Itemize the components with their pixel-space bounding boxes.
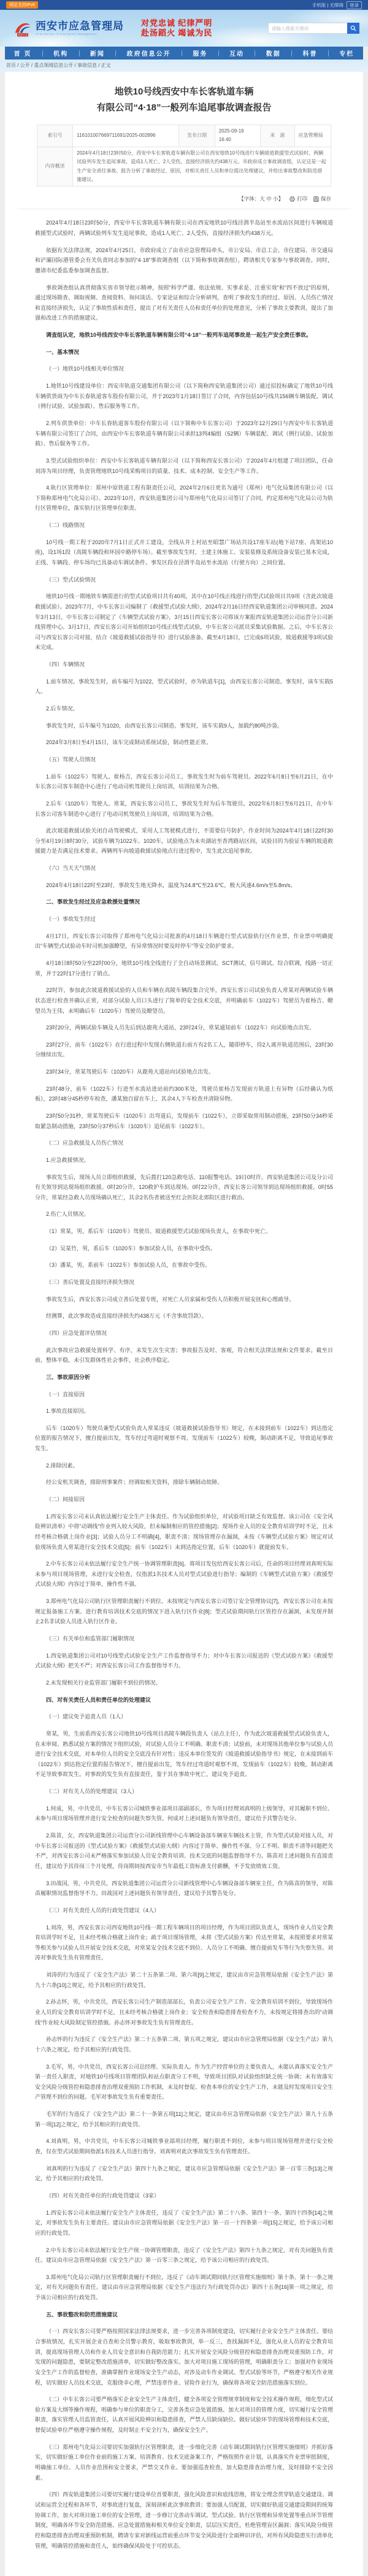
body-paragraph: （一）西安长客公司要严格按照国家法律法规要求，进一步完善各项制度建设，切实履行企业安全生产主体责任。要结合事故情况，扎实开展企业自查和全员警示教育，吸取事故教训，举一反三，查找漏洞不足，强化从业人员的安全教育培训，提高现场管理人员和作业人员安全意识和自我防范能力；扎实开展安全风险分级管控和隐患排查治理双重预防工作，对发现的问题隐患，要制定整改措施清单，切实做好整改落实。加大对项目施工现场的管理，明确职责分工；加强对作业现场安全生产工作的监督检查，准确掌握作业现场安全生产动态，对涉及动车作业调试、型式试验等环节，严格遵守相关作业规程，切实做好人员技术交底，克服侥幸心理，严禁违章作业、冒险作业行为，确保将各项安全防范措施落实到位。 <box>35 2328 334 2386</box>
body-paragraph: 常某，男，生前系西安长客公司地铁10号线项目高陵车辆段负责人（站点主任），作为此次坡道救援型式试验负责人，在未审阅、熟悉试验方案的情况下组织试验，对试验人员分工不明确、职责不清；试验前，未对现场其他单位参与试验人员进行安全技术交底，对本单位人员的安全交底没有针对性；违反本单位签发的《坡道救援试验指导书》规定，在未接到前车（1022车）到达指定位置的报告情况下，擅自提前出发，驾车经过弯道时观察不周，发现前车（1022车）较晚，制动距离不足导致事故发生。对事故的发生负有直接责任，鉴于其在事故中死亡，建议免予追责。 <box>35 1730 334 1778</box>
body-paragraph: 2.陈苗，女，西安轨道集团公司运营分公司新线管理中心车辆设备部车辆室车辆技术主管，作为型式试验对接人员，对中车长客公司报送的《型式试验方案》《救援型式试验大纲》内容过于简单、操作性不强、分工不明、职责不清等问题把关不严，对西安长客公司未严格落实参加试验人员安全教育培训、技术交底的问题监督指导不力。陈苗对上述问题负有直接责任，建议给予其待岗三个月处理，待岗期间按西安市当年最低工资标准支付薪酬，不予发放绩效工资。 <box>35 1832 334 1869</box>
meta-summary-value: 2024年4月18日23时50分，西安中车长客轨道车辆有限公司在西安地铁10号线进行车辆坡道救援型式试验时，两辆试验列车发生追尾事故，造成1人死亡、2人受伤，直接经济损失约438万元。市政府成立事故调查组，认定这是一起生产安全责任事故。报告分析了事故经过、原因，对相关责任人员和单位提出处理建议，并给出事故整改和防范措施建议。 <box>73 147 331 186</box>
body-paragraph: 1.前车（1022车）驾驶人。崔杨吉，西安长客公司员工，事故发生时为前车驾驶员。2022年6月8日至6月21日，在中车长客公司客车制造中心进行了电动司机驾驶员上岗培训，培训结果为合格。 <box>35 773 333 790</box>
body-paragraph: 3.郑州电气化局公司轨行区管理职责履行不到位，违反了《动车调试期间轨行区管理实施细则》第十条、第十一条之规定，对有关问题负有责任。建议由市应急管理局依据《安全生产违法行为行政处罚办法》第四十五条[16]第一项之规定，给予该公司相应的行政处罚。 <box>35 2274 333 2301</box>
body-paragraph: 1.何成，男，中共党员，中车长客公司城铁事业部项目部副部长，作为项目经理刘真明的上级领导，对其履职不到位、未参与项目现场管理并进行安全检查的问题失察失管。何成对上述问题负有领导责任，建议给予其警告处分。 <box>35 1805 333 1822</box>
body-paragraph: 4.轨行区管理单位：郑州中原铁道工程有限责任公司，2024年2月6日更名为通号（郑州）电气化局集团有限公司（以下简称郑州电气化局公司）。2023年10月，西安轨道集团公司与郑州电气化局公司签订了合同，约定郑州电气化局公司为轨行区管理单位，落实轨行区管理单位职责。 <box>35 485 333 512</box>
body-paragraph: 23时27分，前车（1022车）在行进过程中发现右侧轨道右前方有2名工人，随即停车，待2人离开轨道范围后，23时30分继续出发。 <box>35 1041 333 1058</box>
topbar-link[interactable]: 手机版 <box>312 2 326 8</box>
body-paragraph: 10号线一期工程于2020年7月1日正式开工建设，全线从井上村站至昭慧广场站共设17座车站(地下站7座、高架站10座)，设1场1段（高陵车辆段和环园中路停车场）。截至事故发生时，土建主体施工、安装装修及系统设备安装已基本完成，正线、车辆段、停车场均已具备动车调试条件。事发区段在泾渭半岛站至水流站（行驶方向）之间位置。 <box>35 539 333 566</box>
nav-item[interactable]: 机构 <box>53 51 69 58</box>
meta-date-label: 发布日期 <box>179 125 215 147</box>
body-paragraph: （2）吴某竹，男，系后车（1020车）参加试验人员，在事故中受伤。 <box>46 1245 217 1251</box>
meta-index-label: 索引号 <box>37 125 73 147</box>
body-paragraph: 调查组认定，地铁10号线西安中车长客轨道车辆有限公司“4·18”一般列车追尾事故是一起生产安全责任事故。 <box>46 332 312 339</box>
body-paragraph: 2.排除因素。 <box>46 1462 79 1469</box>
slogan-line-2: 赴汤蹈火 竭诚为民 <box>141 28 213 37</box>
body-paragraph: 2.后车（1020车）驾驶人。常某，西安长客公司员工，事故发生时为后车驾驶员。2022年6月8日至6月21日，在中车长客公司客车制造中心进行了电动司机驾驶员上岗培训，培训结果为合格。 <box>35 800 333 817</box>
body-paragraph: （二）中车长客公司要严格落实企业安全生产主体责任，健全各项安全管理规章制度和安全技术操作规程，细化型式试验方案及大纲等操作规程，明确参与单位的职责分工，完善各类应急处置措施。加大对项目的管理力度，切实履行安全管理职责，落实管理人员监管责任，认真开展风险辨识和隐患排查，严禁人员缺岗缺位。做好试验环节的现场管理和技术交底，督促试验单位严格遵守操作规程，及时制止不安全行为，确保安全生产。 <box>35 2396 334 2434</box>
page-title <box>48 84 320 116</box>
body-paragraph: 事故调查组认真贯彻落实省市领导批示精神，按照“科学严谨、依法依规、实事求是、注重实效”和“四不放过”的原则，通过现场勘查、调取视频、查阅资料、询问谈话、专家论证和综合分析研判，查明了事故发生的经过、原因、人员伤亡情况和直接经济损失，认定了事故性质和责任，提出了对有关责任人员和责任单位的处理意见，分析了事故主要教训，提出了加强和改进工作的措施建议。 <box>35 284 334 321</box>
body-paragraph: 2024年3月8日至4月15日，该车完成制动系统试验，制动性能正常。 <box>46 739 212 746</box>
body-paragraph: （四）车辆情况 <box>46 661 85 668</box>
body-paragraph: 1.刘涛，男，西安长客公司西安地铁10号线一期工程车辆项目的项目经理，作为项目团队负责人，现场作业人员安全教育培训学时不足，且未经考核合格就上岗作业；疏于项目现场管理，未将《型式试验方案》传达至常某，未按照要求对常某等相关参与试验人员开展安全技术交底，对常某安全技术交底不到位、人员分工不明确、擅自提前发车等行为失察失管。刘涛对事故发生负有管理责任。 <box>35 1924 334 1961</box>
body-paragraph: 2.后车情况。 <box>46 706 79 712</box>
article-body <box>5 218 363 2551</box>
slogan-line-1: 对党忠诚 纪律严明 <box>141 18 213 28</box>
svg-text:西安应急: 西安应急 <box>17 33 28 37</box>
body-paragraph: 3.郑州电气化局公司轨行区管理职责履行不到位。未按规定与西安长客公司签订安全管理协议[7]，西安长客公司在未按规定报备施工方案、进行教育培训技术交底的情况下进入轨行区作业[8]；型式试验期间轨行区管控存在漏洞，未发现并制止2名非试验人员进入轨行区作业。 <box>35 1598 333 1625</box>
print-button[interactable] <box>289 195 307 202</box>
section-heading: 四、对有关责任人员和责任单位的处理建议 <box>46 1696 151 1703</box>
nav-separator <box>328 50 329 56</box>
search-icon <box>350 25 356 31</box>
main-nav <box>5 47 363 60</box>
body-paragraph: 2.孙志怀，男，中共党员，西安长客公司生产制造部部长，负责公司安全生产工作。安全教育培训不到位，导致现场作业人员的安全教育培训学时不足，且未经考核合格就上岗作业；安全检查和隐患排查检查不力，未按规定将排查出的“动调线”作业较大风险制定管控措施。孙志怀对事故发生负有管理责任。 <box>35 1999 333 2026</box>
site-logo[interactable] <box>13 19 124 37</box>
site-search <box>268 23 359 34</box>
body-paragraph: （一）直接原因 <box>46 1391 85 1398</box>
body-paragraph: 1.西安轨道集团公司对10号线型式试验安全生产工作监督指导不力；对中车长客公司报送的《型式试验方案》《救援型式试验大纲》把关不严；对西安长客公司工作监督指导不力。 <box>35 1652 333 1669</box>
body-paragraph: 4月17日，西安长客公司取得了郑州电气化局公司批准的4月18日车辆进行型式试验轨行区作业票，作业票中明确提出“车辆型式试验动车时司机加强瞭望，有异常情况时要及时停车”等安全防护要求。 <box>35 932 333 950</box>
meta-source-value: 应急管理局 <box>294 125 331 147</box>
nav-item[interactable]: 科普 <box>302 51 318 58</box>
body-paragraph: 3.型式试验组织单位：西安中车长客轨道车辆有限公司（以下简称西安长客公司）于2024年4月组建了项目团队，任命刘涛为项目经理，负责管理地铁10号线采购项目的质量、技术、成本控制、安全生产等工作。 <box>35 457 333 474</box>
title-line-1: 地铁10号线西安中车长客轨道车辆 <box>114 87 254 97</box>
nav-separator <box>218 50 219 56</box>
body-paragraph: （三）有关单位和监管部门履职情况 <box>46 1636 135 1642</box>
document-meta-table <box>37 125 331 186</box>
body-paragraph: （三）善后处置及直接经济损失情况 <box>46 1279 135 1286</box>
nav-item[interactable]: 数据 <box>266 51 281 58</box>
body-paragraph: 2.中车长客公司未依法履行安全生产统一协调管理职责[6]。将项目发包给西安长客公司后，任命的项目经理刘真明实际未参与项目现场管理，未进行安全检查，仅指派1名技术人员对型式试验进行指导；编制的《车辆型式试验方案》《救援型式试验大纲》内容过于简单，操作性不强。 <box>35 1561 333 1588</box>
body-paragraph: 地铁10号线一期地铁车辆需进行的型式试验项目共有40项，其中在10号线正线进行的型式试验项目共9项（含此次坡道救援试验）。2023年7月，中车长客公司编制了《救援型式试验大纲》，2024年2月16日经西安轨道集团公司审核同意。2024年3月13日，中车长客公司制定了《车辆型式试验方案》，3月15日西安长客公司将该方案报西安轨道集团公司运营分公司新线管理中心。3月17日，西安长客公司开始组织10号线正线型式试验，中车长客公司派员采集试验数据。之后，中车长客公司与西安长客公司对接，结合《坡道救援试验指导书》进行试验准备。截至4月18日，已完成6项试验，坡道救援等3项试验未完成。 <box>35 593 333 651</box>
body-paragraph: 毛军的行为违反了《安全生产法》第二十一条第五项[11]之规定，建议由市应急管理局依据《安全生产法》第九十五条第一项[12]之规定，给予其相应的行政处罚。 <box>35 2111 333 2128</box>
body-paragraph: （四）应急处置评估情况 <box>46 1329 107 1336</box>
body-paragraph: 经测算，此次事故造成直接经济损失约438万元（不含事故罚款）。 <box>46 1313 207 1320</box>
section-heading: 一、基本情况 <box>46 348 80 355</box>
nav-separator <box>42 50 43 56</box>
site-header <box>0 10 368 47</box>
ipv6-badge: 网站支持IPv6 <box>6 1 38 9</box>
body-paragraph: 此次坡道救援试验关闭自动驾驶模式，采用人工驾驶模式进行，不需要信号防护。作业时间为2024年4月18日22时30分至4月19日8时30分，试验车辆为1022车、1020车，试验地点为未央湖站至香湾路站区间，试验目的为验证车辆的坡道救援能力是否满足技术要求。两辆列车向坡道救援试验地点行进过程中，发生此次追尾事故。 <box>35 828 333 855</box>
nav-item[interactable]: 服务 <box>193 51 208 58</box>
body-paragraph: 2.未发现相关行业监管部门履职不到位的情况。 <box>46 1679 161 1686</box>
site-name: 西安市应急管理局 <box>36 20 124 33</box>
breadcrumb[interactable]: 首页 / 公开 / 重点领域信息公开 / 事故信息 / 正文 <box>0 60 368 72</box>
body-paragraph: 2.列车供货单位：中车长春轨道客车股份有限公司（以下简称中车长客公司）于2023年12月29日与西安中车长客轨道车辆有限公司签订了合同，由西安中车长客轨道车辆有限公司承担13列4编组（52辆）车辆装配、调试（例行试验、试验加载）、售后服务等工作。 <box>35 420 333 447</box>
nav-item[interactable]: 互动 <box>229 51 245 58</box>
body-paragraph: 1.西安长客公司未依法履行安全生产主体责任，违反了《安全生产法》第二十八条、第四十一条、第四十四条[14]之规定，对事故发生负有主要责任。建议由市应急管理局依据《安全生产法》第一百一十四条第一项[15]之规定，给予该公司相应的行政处罚。 <box>35 2209 333 2236</box>
section-heading: 二、事故发生经过及应急救援处置情况 <box>46 899 140 905</box>
body-paragraph: 1.应急救援情况。 <box>46 1156 90 1163</box>
body-paragraph: （二）对有关人员的处理建议（3人） <box>46 1788 138 1795</box>
body-paragraph: （四）对有关责任单位的行政处罚建议（3家） <box>46 2192 160 2199</box>
body-paragraph: 1.西安长客公司未认真依法履行安全生产主体责任。作为试验组织单位，对试验项目缺乏有效监督。该公司在《安全风险辨识清单》中将“动调线”作业列入较大风险，但未编制相应的管控措施[2]；现场作业人员的安全教育培训学时不足，且未经考核合格就上岗作业[3]；试验人员分工不明确[4]，职责不清；现场管理存在漏洞，未按《车辆型式试验方案》规定对试验现场负责人常某进行安全技术交底[5]；前车（1022车）未到达指定位置，后车（1020车）就提前发车。 <box>35 1513 333 1550</box>
body-paragraph: 23时20分，两辆试验车辆及人员先后到达鹿苑大道站，23时24分，常某通知前车（1022车）向试验地点出发。 <box>46 1025 315 1031</box>
emergency-logo-icon <box>13 19 32 37</box>
save-icon <box>313 196 319 202</box>
body-paragraph: 事故发生时，后车编号为1020，由西安长客公司制造。事发时，该车实载9人，加载约80吨沙袋。 <box>46 722 283 729</box>
article-toolbar <box>37 195 331 202</box>
top-utility-bar <box>0 0 368 10</box>
print-label: 打印 <box>296 196 307 202</box>
save-button[interactable] <box>313 195 331 202</box>
body-paragraph: （三）型式试验情况 <box>46 576 96 583</box>
site-name-en: Xi'an Bureau of Emergency Management <box>36 32 98 36</box>
body-paragraph: 23时48分，前车（1022车）行进至水流站进站前约300米处，驾驶员崔杨吉发现前方轨道上有异物（后经确认为纸板），23时48分45秒停车检查，潘某独自留在车上，其余4人下车检查并清除异物。 <box>35 1085 333 1102</box>
body-paragraph: 后车（1020车）驾驶员兼型式试验负责人常某违反《坡道救援试验指导书》规定，在未接到前车（1022车）到达指定位置的报告情况下，擅自提前出发，驾车经过弯道时观察不周，发现前车（1022车）较晚，制动距离不足，导致追尾事故发生。 <box>35 1424 333 1452</box>
body-paragraph: 刘真明的行为违反了《安全生产法》第四十九条之规定，建议市应急管理局依据《安全生产法》第一百零三条[13]之规定，给予其相应的行政处罚。 <box>35 2165 333 2182</box>
nav-item[interactable]: 新闻 <box>90 51 105 58</box>
topbar-links <box>312 1 362 9</box>
body-paragraph: 23时34分，常某驾驶后车（1020车）从鹿苑大道站向试验地点出发。 <box>46 1069 215 1075</box>
body-paragraph: 2024年4月18日23时50分，西安中车长客轨道车辆有限公司在西安地铁10号线泾渭半岛站至水流站区间进行车辆坡道救援型式试验时，两辆试验列车发生追尾事故，造成1人死亡、2人受伤，直接经济损失约438万元。 <box>35 220 333 236</box>
body-paragraph: （六）当天天气情况 <box>46 865 96 872</box>
meta-source-label: 来 源 <box>260 125 294 147</box>
body-paragraph: （3）潘某，男，系前车（1022车）参加试验人员，在事故中受伤。 <box>46 1262 211 1269</box>
body-paragraph: （二）间接原因 <box>46 1496 85 1502</box>
meta-summary-label: 内容概述 <box>37 147 73 186</box>
body-paragraph: 1.地铁10号线建设单位：西安市轨道交通集团有限公司（以下简称西安轨道集团公司）通过招投标确定了地铁10号线车辆供货商为中车长春轨道客车股份有限公司，并于2023年1月18日签订了合同，内容包括10号线共156辆车辆装配、调试（例行试验、试验加载）、售后服务等工作。 <box>35 383 333 410</box>
login-link[interactable]: 登录 <box>347 1 362 9</box>
print-icon <box>289 196 295 202</box>
body-paragraph: 4月18日8时50分至22时00分，地铁10号线全线进行了全自动场景测试、SCT测试、信号调试、综合联调，线路一切正常，并于22时17分进行了销点。 <box>35 959 333 977</box>
body-paragraph: 事故发生后，西安长客公司成立善后处置专班，对死亡人员家属和受伤人员积极开展安抚和心理疏导。 <box>46 1296 295 1302</box>
nav-separator <box>79 50 80 56</box>
title-line-2: 有限公司“4·18”一般列车追尾事故调查报告 <box>96 102 272 113</box>
meta-date-value: 2025-09-19 16:40 <box>215 125 260 147</box>
body-paragraph: 孙志怀的行为违反了《安全生产法》第二十五条第二项、第五项之规定，建议由市应急管理局依据《安全生产法》第九十六条之规定，给予其相应的行政处罚。 <box>35 2036 334 2053</box>
body-paragraph: （四）西安轨道集团公司要切实履行建设单位首要职责，强化风险意识和底线思维，将安全理念贯穿轨道交通建设、调试和运营全过程和各环节，对事故进行复盘，深刻剖析此次事故教训；要加强人员配置，切实做好轨道交通建设期间的统筹协调工作，加大对项目施工单位的安全管理，进一步修订完善动车调试、型式试验、轨行区管理和异常处置等重点环节管理制度，明确各环节安全防范措施、应急处置措施和相关单位安全职责，层层压实责任，杜绝管理盲区漏洞；落实风险分级管控和隐患排查治理双重预防机制，聘请专家对新线运营前重点环节安全风险进行全面辨识评估，对所有风险隐患实行清单化管理，明确管控措施和责任人，始终确保风险处于可控状态。 <box>35 2491 334 2549</box>
body-paragraph: 事故发生后，现场人员立即组织救援，先后拨打120急救电话、110报警电话。19日0时许，西安轨道集团公司及分公司有关领导到达现场组织救援。0时20分许，120救护车到达现场。0时22分许，西安长客公司领导到达现场组织救援。0时55分许，常某经急救人员现场确认死亡，其余2名伤者被送至红会医院北郊院区进行救治。 <box>35 1174 333 1201</box>
body-paragraph: 2.中车长客公司未依法履行安全生产统一协调管理职责，违反了《安全生产法》第四十九条之规定，对有关问题负有责任。建议由市应急管理局依据《安全生产法》第一百零三条之规定，给予该公司相应的行政处罚。 <box>35 2247 333 2264</box>
body-paragraph: 1.前车情况。事故发生时，前车编号为1022，型式试验时，亦为轨道车[1]，由西安长客公司制造。事发时，该车实载5人。 <box>35 678 333 695</box>
body-paragraph: 2.伤亡人员情况。 <box>46 1211 90 1218</box>
body-paragraph: 2024年4月18日22时至23时，事故发生地无降水，温度为24.8℃至23.6℃，极大风速4.6m/s至5.8m/s。 <box>46 882 296 888</box>
body-paragraph: 23时50分31秒，常某驾驶后车（1020车）出弯道后，发现前车（1022车），立即采取常用制动措施，23时50分34秒采取紧急制动措施，23时50分37秒后车（1020车）追尾前车（1022车）。 <box>35 1112 333 1129</box>
body-paragraph: （1）常某，男，系后车（1020车）驾驶员、坡道救援型式试验现场负责人，在事故中死亡。 <box>46 1228 272 1235</box>
nav-item[interactable]: 专栏 <box>339 51 355 58</box>
search-input[interactable] <box>268 23 347 34</box>
section-heading: 三、事故原因分析 <box>46 1374 91 1380</box>
body-paragraph: 此次事故应急救援处置科学、有序，未发生次生灾害；事故报告及时、客观，符合相关法律法规和文件要求。截至目前，整体平稳，未引发群体性社会事件，社会秩序稳定。 <box>35 1347 333 1364</box>
body-paragraph: 经公安机关调查，排除刑事案件；经调取相关资料，排除车辆制动故障。 <box>46 1479 223 1486</box>
topbar-link-container: 手机版 | 无障碍 <box>312 2 343 8</box>
section-heading: 五、事故整改和防范措施建议 <box>46 2311 118 2318</box>
body-paragraph: （五）驾驶人员情况 <box>46 756 96 763</box>
save-label: 保存 <box>320 196 331 202</box>
nav-separator <box>291 50 292 56</box>
body-paragraph: （二）应急救援及人员伤亡情况 <box>46 1140 124 1147</box>
body-paragraph: （一）地铁10号线相关单位情况 <box>46 366 125 372</box>
body-paragraph: 刘涛的行为违反了《安全生产法》第二十五条第二项、第六项[9]之规定，建议由市应急管理局依据《安全生产法》第九十六条[10]之规定，给予其相应的行政处罚。 <box>35 1972 333 1988</box>
font-size-control[interactable]: 【字体：大 中 小】 <box>239 196 283 202</box>
body-paragraph: （三）郑州电气化局公司要切实加强轨行区管理职责，进一步细化完善《动车调试期间轨行区管理实施细则》并抓好落实，切实做好施工单位作业前的施工方案、培训教育、技术交底备案工作，严格按照作业计划，认真落实作业票审批制度，明确施工单位、人员作业范围和安全要求，严禁交叉作业。要加强巡查检查，加大隐患排查治理力度，及时排除不安全因素。 <box>35 2443 334 2481</box>
nav-item[interactable]: 首 页 <box>13 51 32 58</box>
body-paragraph: （三）对有关责任人员的行政处罚建议（4人） <box>46 1907 160 1913</box>
body-paragraph: （一）建议免予追责人员（1人） <box>46 1713 127 1720</box>
body-paragraph: （二）线路情况 <box>46 522 85 529</box>
article-card <box>5 72 363 2576</box>
body-paragraph: 3.田战国，男，中共党员，西安轨道集团公司运营分公司新线管理中心车辆设备部车辆室主任，作为陈苗的领导，对陈苗履职情况监督指导不力。田战国对上述问题负有领导责任，建议给予其警告处分。 <box>35 1880 333 1897</box>
body-paragraph: 1.事故直接原因。 <box>46 1408 90 1415</box>
header-slogan <box>141 18 212 39</box>
nav-separator <box>115 50 116 56</box>
search-button[interactable] <box>347 23 359 34</box>
body-paragraph: 3.毛军，男，中共党员，西安长客公司总经理、实际负责人。作为生产经营单位的主要负责人，未能认真落实安全生产第一责任人职责，对地铁10号线项目管理团队和站点职责分工不明，导致项目团队对试验组织缺乏统一协调；未有效落实安全风险分级管控和隐患排查治理双重预防工作机制，未及时督促、检查本单位的安全生产工作，未能及时发现项目安全生产管理不到位的问题。毛军对事故发生负有重要责任。 <box>35 2063 334 2101</box>
topbar-link[interactable]: 无障碍 <box>329 2 343 8</box>
body-paragraph: 依据有关法律法规，2024年4月25日，市政府成立了由市应急管理局牵头，市公安局、市总工会、市住建局、市交通局和浐灞国际港管委会有关负责同志参加的“4·18”事故调查组（以下简称事故调查组），聘请相关专家参与事故调查。同时，邀请市纪委监委参加调查监督。 <box>35 247 333 274</box>
meta-index-value: 116101007669711691/2025-002896 <box>73 125 179 147</box>
body-paragraph: 22时许，参加此次坡道救援试验的人员和车辆在高陵车辆段集合完毕，西安长客公司试验负责人常某对两辆试验车辆状态进行检查并确认正常，对部分试验人员口头进行了简单的安全技术交底，并明确前车（1022车）驾驶员为崔杨吉、瞭望员为王伟，未明确后车（1020车）驾驶员及瞭望员。 <box>35 987 333 1014</box>
body-paragraph: （一）事故发生经过 <box>46 916 96 923</box>
nav-item[interactable]: 政府信息公开 <box>126 51 171 58</box>
body-paragraph: 4.刘真明，男，中共党员，中车长客公司城铁事业部项目经理，履行职责不到位，未参与项目现场管理并进行安全检查，仅在型式试验期间指派1名技术人员进行指导。刘真明对此次事故发生负有管理责任。 <box>35 2138 333 2155</box>
